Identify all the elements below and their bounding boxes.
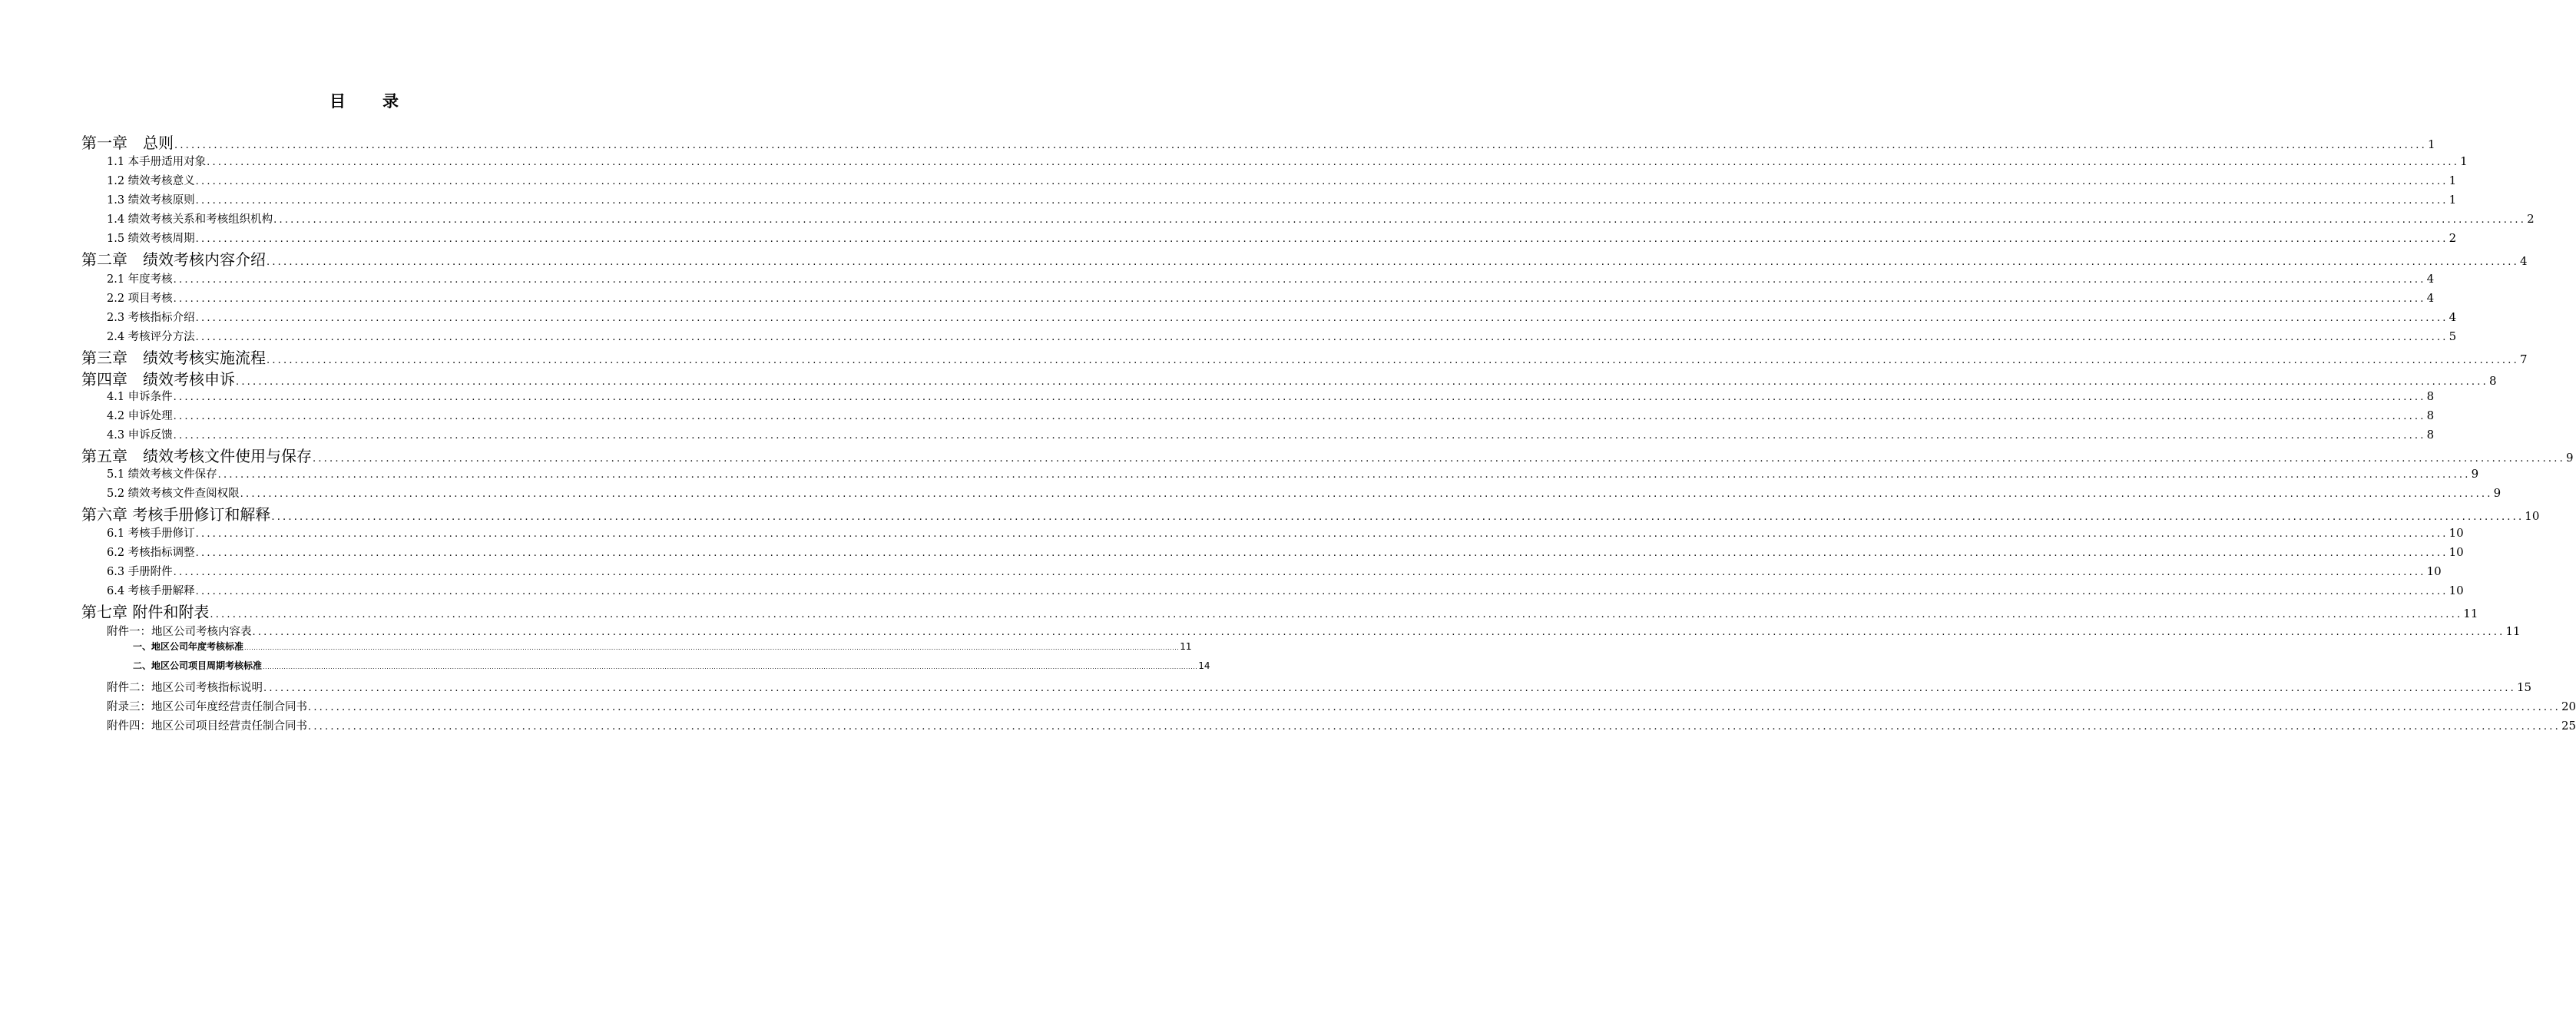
toc-page-number: 20 <box>2561 700 2576 713</box>
toc-entry-label: 附录三：地区公司年度经营责任制合同书 <box>107 701 307 713</box>
toc-page-number: 1 <box>2449 193 2457 207</box>
toc-dot-leader: ................................................................................................................................................................................................................................................................................................................................................................................................................ <box>173 274 2426 286</box>
toc-dot-leader: ................................................................................................................................................................................................................................................................................................................................................................................................................ <box>173 392 2426 403</box>
toc-dot-leader: ................................................................................................................................................................................................................................................................................................................................................................................................................ <box>271 511 2525 523</box>
toc-dot-leader: ................................................................................................................................................................................................................................................................................................................................................................................................................ <box>174 140 2427 151</box>
toc-dot-leader: ................................................................................................................................................................................................................................................................................................................................................................................................................ <box>195 195 2449 207</box>
toc-dot-leader: ................................................................................................................................................................................................................................................................................................................................................................................................................ <box>236 376 2488 388</box>
toc-page-number: 9 <box>2493 486 2502 500</box>
toc-dot-leader: ................................................................................................................................................................................................................................................................................................................................................................................................................ <box>195 586 2449 597</box>
toc-dot-leader: ................................................................................................................................................................................................................................................................................................................................................................................................................ <box>217 469 2471 481</box>
toc-entry-label: 2.3 考核指标介绍 <box>107 312 195 324</box>
toc-page-number: 2 <box>2527 212 2535 226</box>
toc-entry-label: 附件四：地区公司项目经营责任制合同书 <box>107 720 307 733</box>
toc-entry-label: 6.1 考核手册修订 <box>107 528 195 540</box>
toc-entry-label: 第一章 总则 <box>81 134 174 152</box>
toc-dot-leader: ................................................................................................................................................................................................................................................................................................................................................................................................................ <box>195 313 2449 324</box>
toc-entry-label: 1.4 绩效考核关系和考核组织机构 <box>107 213 273 226</box>
toc-chapter-entry[interactable] <box>81 600 2478 621</box>
toc-page-number: 8 <box>2426 408 2435 422</box>
toc-page-number: 15 <box>2516 680 2532 694</box>
toc-page-number: 10 <box>2449 545 2464 559</box>
toc-entry-label: 4.2 申诉处理 <box>107 410 173 422</box>
toc-section-entry[interactable] <box>107 679 2532 696</box>
toc-section-entry[interactable] <box>107 230 2457 246</box>
toc-dot-leader: ................................................................................................................................................................................................................................................................................................................................................................................................................ <box>210 609 2463 620</box>
toc-dot-leader: ................................................................................................................................................................................................................................................................................................................................................................................................................ <box>195 176 2449 187</box>
toc-chapter-entry[interactable] <box>81 444 2574 465</box>
toc-section-entry[interactable] <box>107 563 2442 580</box>
toc-section-entry[interactable] <box>107 407 2435 424</box>
toc-page-number: 8 <box>2488 374 2497 388</box>
toc-dot-leader: ................................................................................................................................................................................................................................................................................................................................................................................................................ <box>244 644 1180 651</box>
toc-page-number: 5 <box>2449 329 2457 343</box>
toc-entry-label: 6.2 考核指标调整 <box>107 547 195 559</box>
toc-entry-label: 第三章 绩效考核实施流程 <box>81 349 266 367</box>
toc-title-char-1: 目 <box>329 92 347 111</box>
toc-section-entry[interactable] <box>107 524 2464 541</box>
toc-section-entry[interactable] <box>107 309 2457 326</box>
toc-entry-label: 5.1 绩效考核文件保存 <box>107 468 217 481</box>
toc-dot-leader: ................................................................................................................................................................................................................................................................................................................................................................................................................ <box>252 627 2505 638</box>
toc-entry-label: 第五章 绩效考核文件使用与保存 <box>81 447 312 465</box>
toc-section-entry[interactable] <box>107 270 2435 287</box>
toc-page-number: 25 <box>2561 719 2576 733</box>
toc-entry-label: 第七章 附件和附表 <box>81 603 210 621</box>
toc-entry-label: 第二章 绩效考核内容介绍 <box>81 250 266 269</box>
toc-entry-label: 二、地区公司项目周期考核标准 <box>133 660 263 671</box>
toc-section-entry[interactable] <box>107 426 2435 443</box>
toc-dot-leader: ................................................................................................................................................................................................................................................................................................................................................................................................................ <box>173 430 2426 442</box>
toc-title-char-2: 录 <box>382 92 400 111</box>
toc-entry-label: 一、地区公司年度考核标准 <box>133 641 244 652</box>
toc-subsection-entry[interactable] <box>133 640 1192 655</box>
toc-section-entry[interactable] <box>107 153 2468 170</box>
toc-section-entry[interactable] <box>107 172 2457 189</box>
toc-dot-leader: ................................................................................................................................................................................................................................................................................................................................................................................................................ <box>267 355 2519 366</box>
toc-page-number: 4 <box>2426 272 2435 286</box>
toc-page-number: 9 <box>2471 467 2479 481</box>
toc-page-number: 8 <box>2426 428 2435 442</box>
toc-section-entry[interactable] <box>107 582 2464 599</box>
toc-section-entry[interactable] <box>107 328 2457 345</box>
toc-page-number: 10 <box>2525 509 2540 523</box>
toc-entry-label: 6.4 考核手册解释 <box>107 585 195 597</box>
toc-dot-leader: ................................................................................................................................................................................................................................................................................................................................................................................................................ <box>313 453 2565 465</box>
toc-section-entry[interactable] <box>107 717 2576 734</box>
toc-entry-label: 1.1 本手册适用对象 <box>107 156 207 168</box>
toc-dot-leader: ................................................................................................................................................................................................................................................................................................................................................................................................................ <box>273 214 2527 226</box>
toc-entry-label: 2.4 考核评分方法 <box>107 331 195 343</box>
toc-dot-leader: ................................................................................................................................................................................................................................................................................................................................................................................................................ <box>308 721 2561 733</box>
toc-page-number: 2 <box>2449 231 2457 245</box>
toc-title <box>0 89 730 112</box>
toc-entry-label: 1.3 绩效考核原则 <box>107 194 195 207</box>
toc-chapter-entry[interactable] <box>81 247 2528 269</box>
toc-entry-label: 附件二：地区公司考核指标说明 <box>107 682 263 694</box>
toc-section-entry[interactable] <box>107 623 2521 640</box>
toc-dot-leader: ................................................................................................................................................................................................................................................................................................................................................................................................................ <box>308 702 2561 713</box>
toc-dot-leader: ................................................................................................................................................................................................................................................................................................................................................................................................................ <box>267 256 2519 268</box>
toc-dot-leader: ................................................................................................................................................................................................................................................................................................................................................................................................................ <box>195 547 2449 559</box>
toc-chapter-entry[interactable] <box>81 346 2528 367</box>
toc-dot-leader: ................................................................................................................................................................................................................................................................................................................................................................................................................ <box>263 683 2516 694</box>
toc-page-number: 1 <box>2460 154 2468 168</box>
toc-subsection-entry[interactable] <box>133 659 1210 674</box>
toc-entry-label: 6.3 手册附件 <box>107 566 173 578</box>
toc-page-number: 4 <box>2519 254 2528 268</box>
toc-entry-label: 4.3 申诉反馈 <box>107 429 173 442</box>
toc-entry-label: 2.2 项目考核 <box>107 293 173 305</box>
toc-chapter-entry[interactable] <box>81 502 2540 524</box>
toc-entry-label: 第六章 考核手册修订和解释 <box>81 505 271 524</box>
toc-page-number: 8 <box>2426 389 2435 403</box>
toc-section-entry[interactable] <box>107 485 2502 501</box>
toc-page-number: 4 <box>2426 291 2435 305</box>
toc-section-entry[interactable] <box>107 191 2457 208</box>
toc-dot-leader: ................................................................................................................................................................................................................................................................................................................................................................................................................ <box>173 411 2426 422</box>
toc-dot-leader: ................................................................................................................................................................................................................................................................................................................................................................................................................ <box>173 293 2426 305</box>
toc-entry-label: 4.1 申诉条件 <box>107 391 173 403</box>
toc-page-number: 9 <box>2565 451 2574 465</box>
toc-dot-leader: ................................................................................................................................................................................................................................................................................................................................................................................................................ <box>173 567 2426 578</box>
toc-section-entry[interactable] <box>107 544 2464 561</box>
toc-entry-label: 第四章 绩效考核申诉 <box>81 370 235 389</box>
toc-entry-label: 2.1 年度考核 <box>107 273 173 286</box>
toc-section-entry[interactable] <box>107 465 2479 482</box>
toc-section-entry[interactable] <box>107 289 2435 306</box>
toc-page-number: 7 <box>2519 352 2528 366</box>
toc-page-number: 10 <box>2426 564 2442 578</box>
toc-chapter-entry[interactable] <box>81 131 2435 152</box>
toc-page-number: 11 <box>2505 624 2521 638</box>
toc-entry-label: 5.2 绩效考核文件查阅权限 <box>107 488 240 500</box>
toc-dot-leader: ................................................................................................................................................................................................................................................................................................................................................................................................................ <box>240 488 2493 500</box>
toc-page-number: 11 <box>2463 607 2478 620</box>
toc-dot-leader: ................................................................................................................................................................................................................................................................................................................................................................................................................ <box>263 663 1198 670</box>
toc-page-number: 14 <box>1198 660 1210 671</box>
toc-page-number: 1 <box>2427 137 2435 151</box>
toc-entry-label: 附件一：地区公司考核内容表 <box>107 626 252 638</box>
toc-dot-leader: ................................................................................................................................................................................................................................................................................................................................................................................................................ <box>195 233 2449 245</box>
toc-entry-label: 1.2 绩效考核意义 <box>107 175 195 187</box>
toc-entry-label: 1.5 绩效考核周期 <box>107 233 195 245</box>
toc-section-entry[interactable] <box>107 388 2435 405</box>
toc-dot-leader: ................................................................................................................................................................................................................................................................................................................................................................................................................ <box>195 528 2449 540</box>
toc-chapter-entry[interactable] <box>81 367 2497 389</box>
toc-dot-leader: ................................................................................................................................................................................................................................................................................................................................................................................................................ <box>207 157 2460 168</box>
toc-page-number: 4 <box>2449 310 2457 324</box>
toc-page-number: 10 <box>2449 584 2464 597</box>
toc-section-entry[interactable] <box>107 210 2535 227</box>
toc-page-number: 1 <box>2449 174 2457 187</box>
toc-page-number: 11 <box>1180 641 1192 652</box>
toc-dot-leader: ................................................................................................................................................................................................................................................................................................................................................................................................................ <box>195 332 2449 343</box>
toc-page-number: 10 <box>2449 526 2464 540</box>
toc-section-entry[interactable] <box>107 698 2576 715</box>
